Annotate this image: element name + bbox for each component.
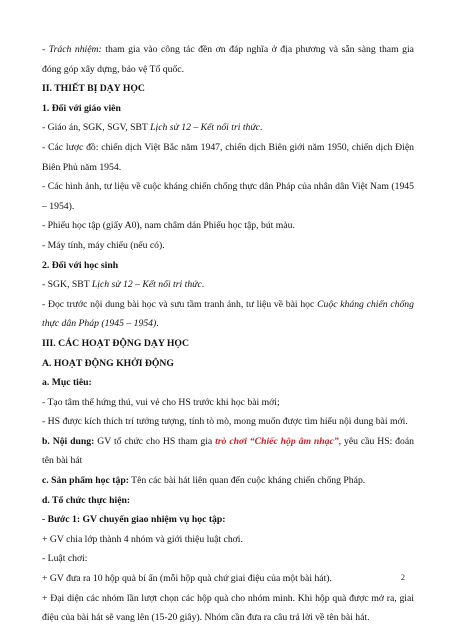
paragraph-objective-1: - Tạo tâm thế hứng thú, vui vẻ cho HS trước khi học bài mới; [42, 396, 280, 408]
heading-for-teacher: 1. Đối với giáo viên [42, 102, 121, 114]
text-segment: GV tổ chức cho HS tham gia [94, 435, 216, 447]
paragraph-maps: - Các lược đồ: chiến dịch Việt Bắc năm 1947, chiến dịch Biên giới năm 1950, chiến dịch Điện Biên Phủ năm 1954. [42, 141, 414, 173]
heading-equipment: II. THIẾT BỊ DẠY HỌC [42, 83, 145, 95]
responsibility-label: - Trách nhiệm: [42, 44, 102, 55]
paragraph-rule-2: + Đại diện các nhóm lần lượt chọn các hộp quà cho nhóm mình. Khi hộp quà được mở ra, giai điệu của bài hát sẽ vang lên (15-20 giây). Nhóm cần đưa ra câu trả lời về tên bài hát. [42, 592, 414, 624]
game-name: trò chơi “Chiếc hộp âm nhạc” [215, 435, 339, 447]
text-segment: . [156, 318, 159, 330]
book-title: Lịch sử 12 – Kết nối tri thức [150, 122, 260, 134]
paragraph-objective-2: - HS được kích thích trí tưởng tượng, tính tò mò, mong muốn được tìm hiểu nội dung bài mới. [42, 416, 408, 428]
text-segment: - Đọc trước nội dung bài học và sưu tầm tranh ảnh, tư liệu về bài học [42, 298, 318, 310]
page-number: 2 [401, 573, 405, 582]
product-label: c. Sản phẩm học tập: [42, 475, 129, 487]
heading-objective: a. Mục tiêu: [42, 377, 92, 389]
text-segment: Tên các bài hát liên quan đến cuộc kháng chiến chống Pháp. [128, 475, 366, 487]
page-content [42, 40, 414, 628]
paragraph-content [42, 432, 414, 471]
paragraph-rule-1: + GV đưa ra 10 hộp quà bí ẩn (mỗi hộp quà chứ giai điệu của một bài hát). [42, 573, 332, 585]
responsibility-text: tham gia vào công tác đền ơn đáp nghĩa ở địa phương và sẵn sàng tham gia đóng góp xây dựng, bảo vệ Tổ quốc. [42, 44, 414, 75]
book-title: Lịch sử 12 – Kết nối tri thức [91, 279, 202, 291]
paragraph-computer: - Máy tính, máy chiếu (nếu có). [42, 239, 165, 251]
text-segment: - SGK, SBT [42, 279, 92, 291]
heading-warmup: A. HOẠT ĐỘNG KHỞI ĐỘNG [42, 357, 174, 369]
paragraph-prepare [42, 295, 414, 334]
paragraph-student-materials [42, 275, 414, 295]
paragraph-images: - Các hình ảnh, tư liệu về cuộc kháng chiến chống thực dân Pháp của nhân dân Việt Nam (1945 – 1954). [42, 181, 414, 212]
paragraph-worksheets: - Phiếu học tập (giấy A0), nam châm dán Phiếu học tập, bút màu. [42, 220, 295, 232]
text-segment: . [201, 279, 205, 291]
paragraph-responsibility [42, 40, 414, 79]
heading-organization: d. Tổ chức thực hiện: [42, 494, 131, 506]
text-segment: , yêu cầu HS: đoán tên bài hát [42, 435, 414, 467]
content-label: b. Nội dung: [42, 435, 95, 447]
text-segment: - Giáo án, SGK, SGV, SBT [42, 122, 151, 134]
paragraph-groups: + GV chia lớp thành 4 nhóm và giới thiệu luật chơi. [42, 533, 243, 545]
heading-activities: III. CÁC HOẠT ĐỘNG DẠY HỌC [42, 337, 189, 349]
text-segment: . [259, 122, 263, 134]
paragraph-teacher-materials [42, 118, 414, 138]
heading-for-students: 2. Đối với học sinh [42, 259, 119, 271]
heading-step-1: - Bước 1: GV chuyển giao nhiệm vụ học tập: [42, 514, 226, 526]
paragraph-rules-label: - Luật chơi: [42, 553, 88, 565]
lesson-title: Cuộc kháng chiến chống thực dân Pháp (1945 – 1954) [42, 298, 414, 330]
paragraph-product [42, 471, 414, 491]
